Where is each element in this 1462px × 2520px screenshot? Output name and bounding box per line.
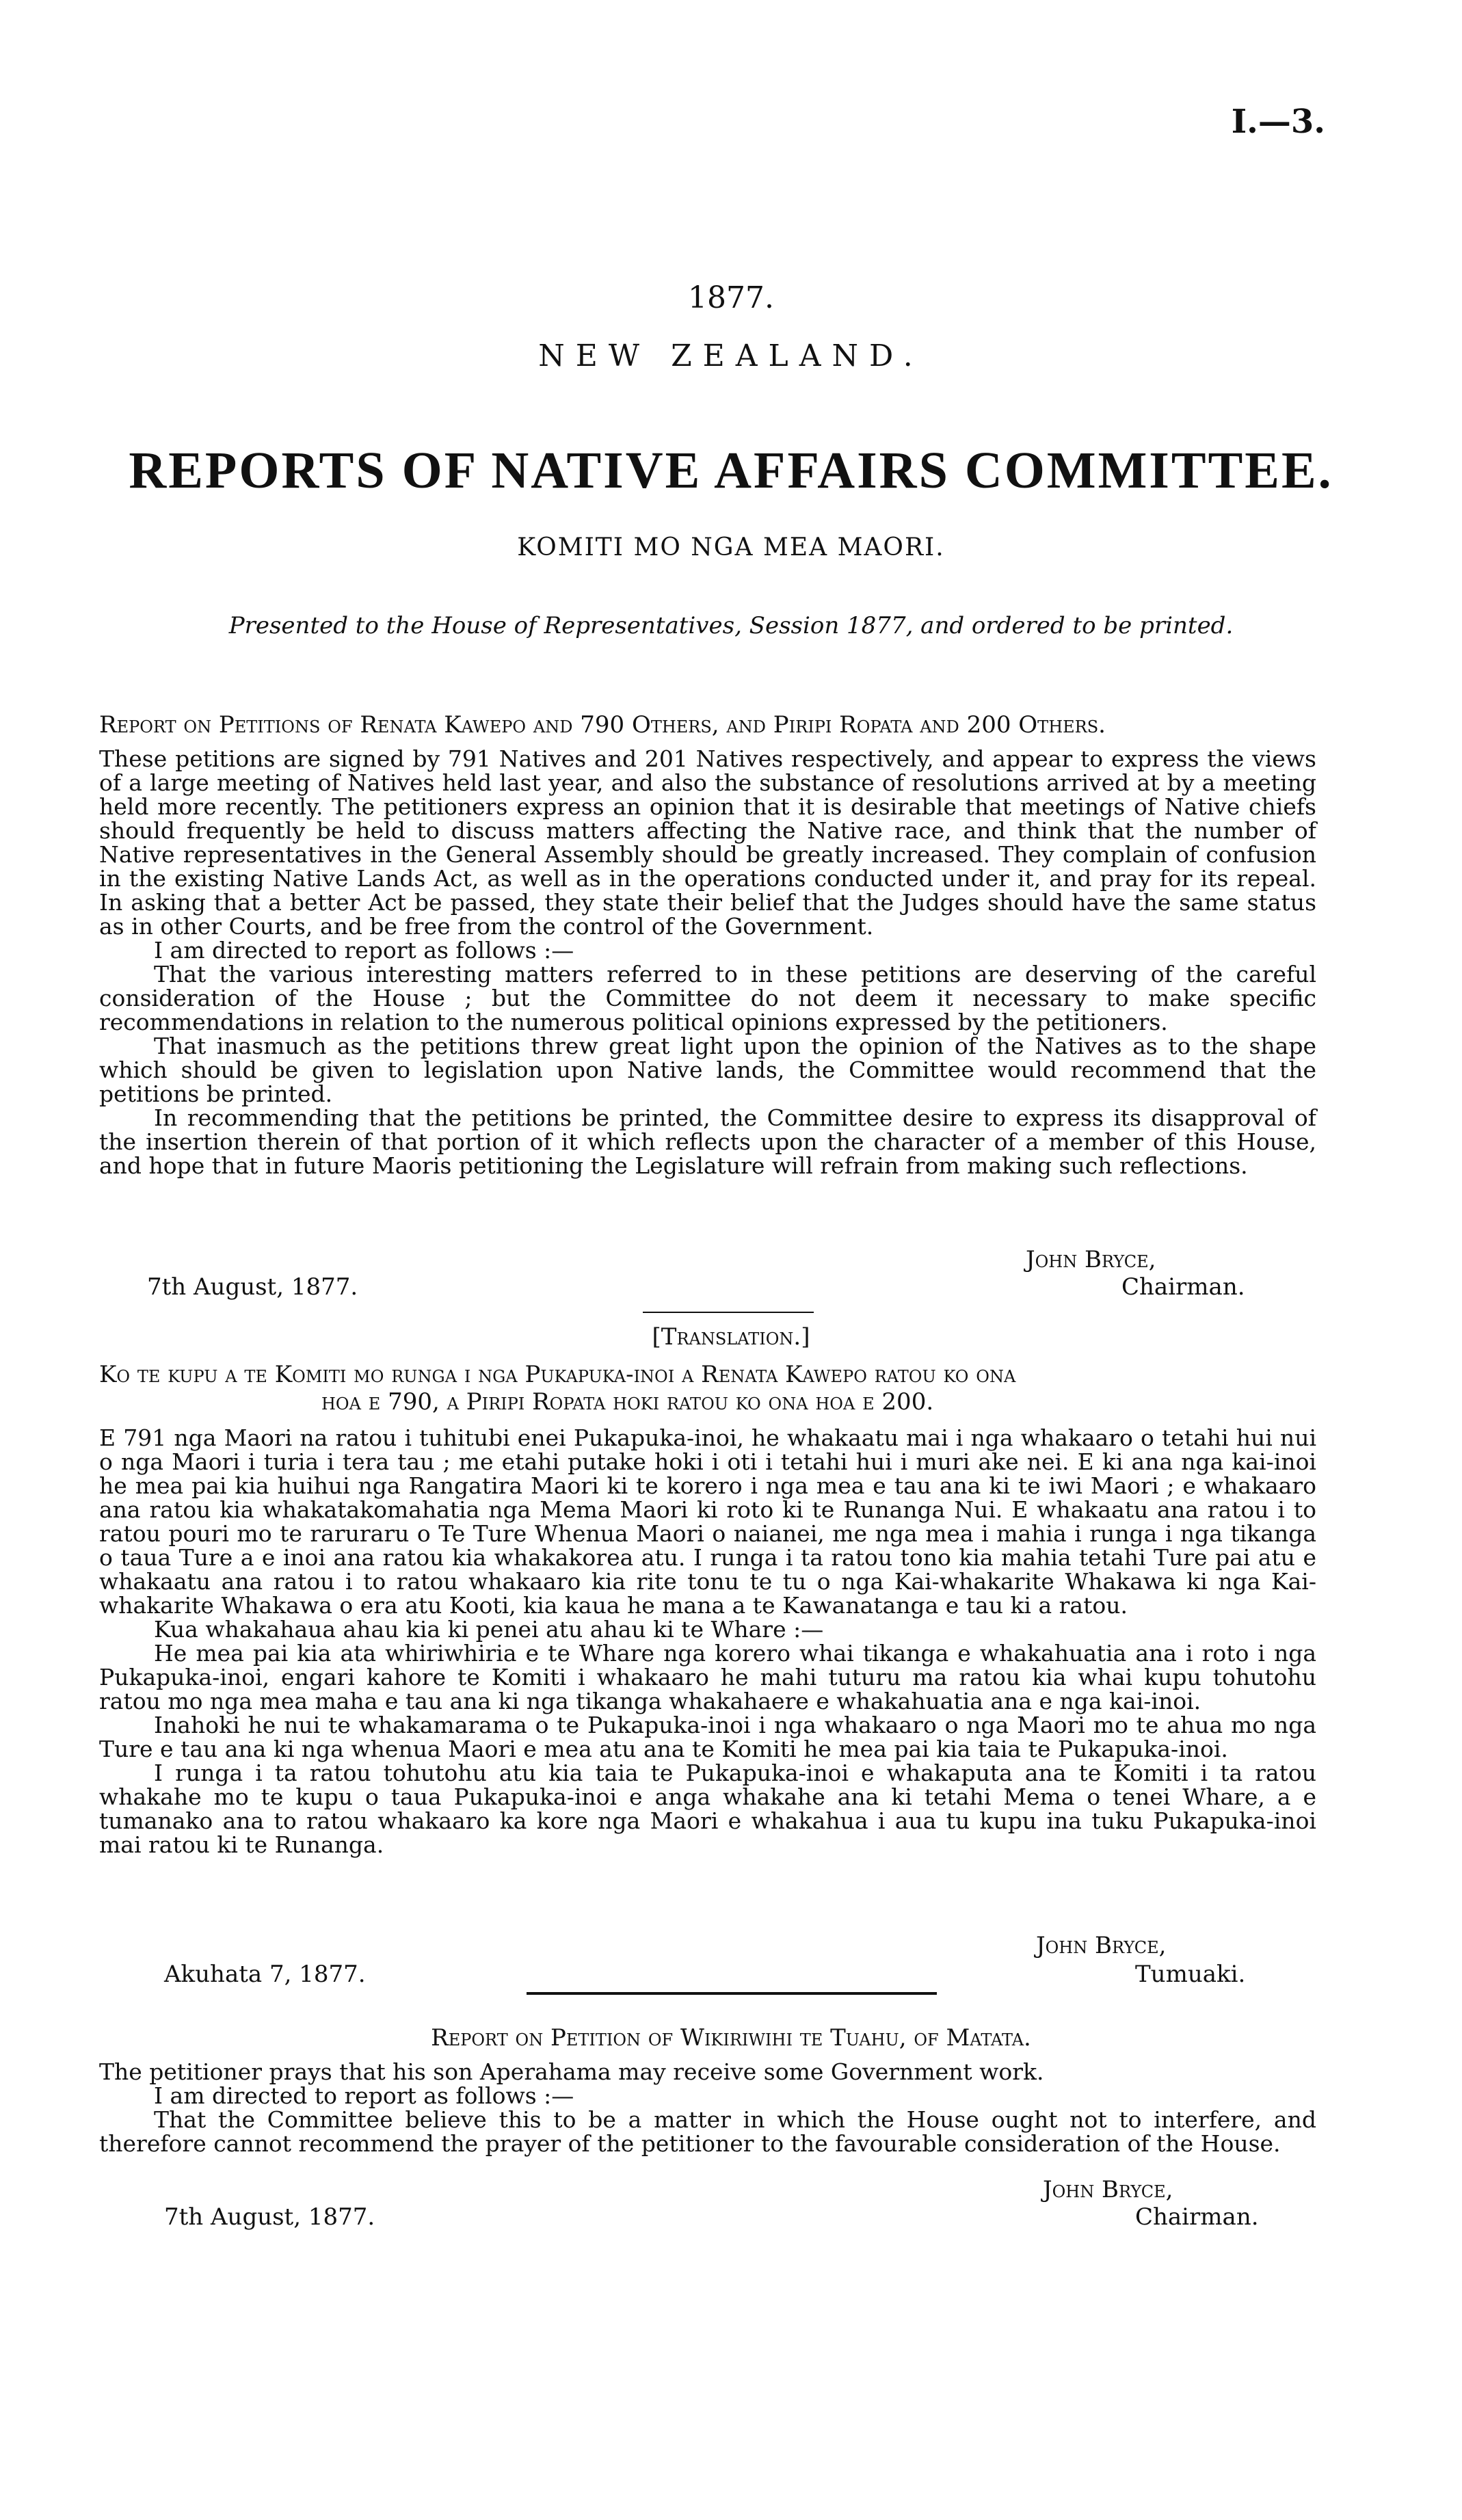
page-reference: I.—3. [1231, 103, 1325, 141]
document-subtitle: KOMITI MO NGA MEA MAORI. [517, 533, 945, 561]
report1-date: 7th August, 1877. [147, 1273, 358, 1301]
section-divider [527, 1992, 937, 1995]
report2-paragraph: The petitioner prays that his son Aperahama may receive some Government work. [99, 2058, 1044, 2085]
translation-paragraph: He mea pai kia ata whiriwhiria e te Whare nga korero whai tikanga e whakahuatia ana i roto i nga Pukapuka-inoi, engari kahore te Komiti i whakaaro he mahi tuturu ma ratou kia whai kupu tohutohu ratou mo nga mea maha e tau ana ki nga tikanga whakahaere e whakahuatia ana e nga kai-inoi. [99, 1640, 1316, 1714]
report1-signer: John Bryce, [1026, 1246, 1156, 1273]
section-divider [643, 1312, 814, 1313]
document-year: 1877. [688, 280, 774, 315]
report2-body [99, 2060, 1316, 2156]
report1-body [99, 747, 1316, 1178]
translation-heading: Ko te kupu a te Komiti mo runga i nga Pukapuka-inoi a Renata Kawepo ratou ko ona [99, 1361, 1016, 1388]
translation-paragraph: E 791 nga Maori na ratou i tuhitubi enei Pukapuka-inoi, he whakaatu mai i nga whakaaro o tetahi hui nui o nga Maori i turia i tera tau ; me etahi putake hoki i oti i tetahi hui i muri ake nei. E ki ana nga kai-inoi he mea pai kia huihui nga Rangatira Maori ki te korero i nga mea e tau ana ki te iwi Maori ; e whakaaro ana ratou kia whakatakomahatia nga Mema Maori ki roto ki te Runanga Nui. E whakaatu ana ratou i to ratou pouri mo te raruraru o Te Ture Whenua Maori o naianei, me nga mea i mahia i runga i nga tikanga o taua Ture a e inoi ana ratou kia whakakorea atu. I runga i ta ratou tono kia mahia tetahi Ture pai atu e whakaatu ana ratou i to ratou whakaaro kia rite tonu te tu o nga Kai-whakarite Whakawa ki nga Kai-whakarite Whakawa o era atu Kooti, kia kaua he mana a te Kawanatanga e tau ki a ratou. [99, 1424, 1316, 1619]
report1-paragraph: That the various interesting matters referred to in these petitions are deserving of the careful consideration of the House ; but the Committee do not deem it necessary to make specific recommendations in relation to the numerous political opinions expressed by the petitioners. [99, 961, 1316, 1035]
report1-heading: Report on Petitions of Renata Kawepo and 790 Others, and Piripi Ropata and 200 Others. [99, 711, 1106, 739]
translation-date: Akuhata 7, 1877. [164, 1961, 366, 1988]
report2-signer: John Bryce, [1043, 2176, 1173, 2203]
translation-heading: hoa e 790, a Piripi Ropata hoki ratou ko ona hoa e 200. [321, 1388, 934, 1416]
report2-paragraph: I am directed to report as follows :— [154, 2082, 574, 2109]
report1-paragraph: That inasmuch as the petitions threw great light upon the opinion of the Natives as to the shape which should be given to legislation upon Native lands, the Committee would recommend that the petitions be printed. [99, 1033, 1316, 1107]
translation-body [99, 1426, 1316, 1857]
report1-role: Chairman. [1121, 1273, 1245, 1301]
translation-paragraph: I runga i ta ratou tohutohu atu kia taia te Pukapuka-inoi e whakaputa ana te Komiti i ta ratou whakahe mo te kupu o taua Pukapuka-inoi e anga whakahe ana ki tetahi Mema o tenei Whare, a e tumanako ana to ratou whakaaro ka kore nga Maori e whakahua i aua tu kupu ina tuku Pukapuka-inoi mai ratou ki te Runanga. [99, 1760, 1316, 1858]
report2-paragraph: That the Committee believe this to be a matter in which the House ought not to interfere, and therefore cannot recommend the prayer of the petitioner to the favourable consideration of the House. [99, 2106, 1316, 2157]
translation-role: Tumuaki. [1135, 1961, 1246, 1988]
translation-signer: John Bryce, [1036, 1932, 1167, 1959]
translation-label: [Translation.] [652, 1323, 810, 1351]
report1-paragraph: In recommending that the petitions be printed, the Committee desire to express its disapproval of the insertion therein of that portion of it which reflects upon the character of a member of this House, and hope that in future Maoris petitioning the Legislature will refrain from making such reflections. [99, 1104, 1316, 1179]
document-title: REPORTS OF NATIVE AFFAIRS COMMITTEE. [129, 442, 1333, 499]
report2-heading: Report on Petition of Wikiriwihi te Tuahu, of Matata. [431, 2024, 1031, 2052]
translation-paragraph: Kua whakahaua ahau kia ki penei atu ahau ki te Whare :— [154, 1616, 824, 1643]
translation-paragraph: Inahoki he nui te whakamarama o te Pukapuka-inoi i nga whakaaro o nga Maori mo te ahua mo nga Ture e tau ana ki nga whenua Maori e mea atu ana te Komiti he mea pai kia taia te Pukapuka-inoi. [99, 1712, 1316, 1762]
report1-paragraph: These petitions are signed by 791 Natives and 201 Natives respectively, and appear to express the views of a large meeting of Natives held last year, and also the substance of resolutions arrived at by a meeting held more recently. The petitioners express an opinion that it is desirable that meetings of Native chiefs should frequently be held to discuss matters affecting the Native race, and think that the number of Native representatives in the General Assembly should be greatly increased. They complain of confusion in the existing Native Lands Act, as well as in the operations conducted under it, and pray for its repeal. In asking that a better Act be passed, they state their belief that the Judges should have the same status as in other Courts, and be free from the control of the Government. [99, 745, 1316, 940]
report2-date: 7th August, 1877. [164, 2203, 375, 2231]
report1-paragraph: I am directed to report as follows :— [154, 937, 574, 964]
report2-role: Chairman. [1135, 2203, 1259, 2231]
country-heading: NEW ZEALAND. [538, 339, 924, 373]
presented-note: Presented to the House of Representatives, Session 1877, and ordered to be printed. [228, 612, 1234, 639]
